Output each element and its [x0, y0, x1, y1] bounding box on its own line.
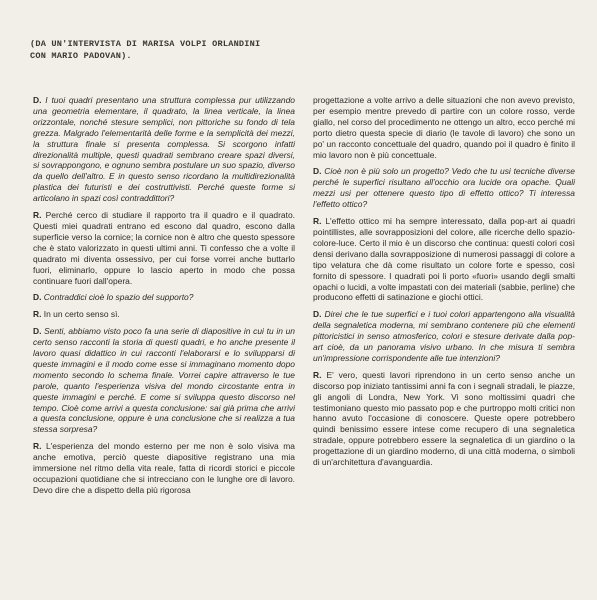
paragraph-text: Perché cerco di studiare il rapporto tra il quadro e il quadrato. Questi miei quadrati entrano ed escono dal quadro, escono dalla superficie verso la cornice; la cornice non è altro che questo spessore che è stato valorizzato in questi ultimi anni. Ti confesso che a volte il quadrato mi diventa ossessivo, per cui forse vorrei anche buttarlo fuori, eliminarlo, oppure lo lascio aperto in modo che possa continuare fuori dall'opera. — [33, 210, 295, 286]
answer-label: R. — [33, 210, 42, 221]
left-column — [33, 95, 295, 502]
question-label: D. — [313, 166, 322, 177]
answer-paragraph — [33, 210, 295, 286]
paragraph-text: Direi che le tue superfici e i tuoi colori appartengono alla visualità della segnaletica moderna, mi sembrano contenere più che elementi pittoricistici in senso atmosferico, colori e stesure derivate dalla pop-art cioè, da un panorama visivo urbano. In che misura ti sembra un'impressione corrispondente alle tue intenzioni? — [313, 309, 575, 363]
right-column — [313, 95, 575, 474]
question-label: D. — [33, 326, 42, 337]
attribution-line-1: (DA UN'INTERVISTA DI MARISA VOLPI ORLANDINI — [30, 39, 261, 49]
answer-paragraph — [33, 309, 295, 320]
answer-label: R. — [313, 369, 322, 380]
paragraph-text: Contraddici cioè lo spazio del supporto? — [43, 292, 194, 303]
paragraph-text: Cioè non è più solo un progetto? Vedo che tu usi tecniche diverse perché le superfici risultano all'occhio ora lucide ora opache. Quali mezzi usi per ottenere questo tipo di effetto ottico? Ti interessa l'effetto ottico? — [313, 166, 575, 210]
answer-label: R. — [33, 441, 42, 452]
question-paragraph — [33, 292, 295, 303]
question-label: D. — [33, 95, 42, 105]
paragraph-text: I tuoi quadri presentano una struttura complessa pur utilizzando una geometria elementare, il quadrato, la linea verticale, la linea orizzontale, nonché stesure semplici, non pittoriche su fondo di tela grezza. Malgrado l'elementarità delle forme e la semplicità dei mezzi, la struttura finale si presenta complessa. Si scorgono infatti direzionalità multiple, questi quadrati sembrano creare spazi diversi, si sovrappongono, e ognuno sembra postulare un suo spazio, diverso da quello dell'altro. E in questo senso ricordano la multidirezionalità plastica dei futuristi e dei costruttivisti. Perché queste forme si articolano in spazi così contraddittori? — [33, 95, 295, 204]
paragraph-text: progettazione a volte arrivo a delle situazioni che non avevo previsto, per esempio mentre prevedo di partire con un colore rosso, verde giallo, nel corso del procedimento ne ottengo un altro, ecco perché mi porto dietro questa specie di diario (le tavole di lavoro) che sono un po' un racconto concettuale del quadro, quando poi il quadro è finito il mio lavoro non è più concettuale. — [313, 95, 575, 160]
paragraph-text: E' vero, questi lavori riprendono in un certo senso anche un discorso pop iniziato tantissimi anni fa con i segnali stradali, le piazze, gli angoli di Londra, New York. Vi sono moltissimi quadri che testimoniano questo mio passato pop e che purtroppo molti critici non hanno avuto l'occasione di conoscere. Queste opere potrebbero quindi benissimo essere intese come recupero di una segnaletica stradale, oppure potrebbero essere la segnaletica di un giardino o la progettazione di un giardino moderno, di una città moderna, o simboli di un'architettura d'avanguardia. — [313, 369, 575, 468]
answer-paragraph — [313, 370, 575, 468]
question-paragraph — [313, 166, 575, 210]
question-label: D. — [33, 292, 42, 303]
interview-attribution — [30, 38, 260, 62]
question-paragraph — [33, 326, 295, 435]
answer-label: R. — [33, 309, 42, 320]
question-paragraph — [33, 95, 295, 204]
attribution-line-2: CON MARIO PADOVAN). — [30, 51, 132, 61]
paragraph-text: Senti, abbiamo visto poco fa una serie di diapositive in cui tu in un certo senso racconti la storia di questi quadri, e ho anche presente il lavoro quasi didattico in cui racconti l'elaborarsi e lo svilupparsi di queste immagini e il modo come esse si immaginano momento dopo momento secondo lo schema finale. Vorrei capire attraverso le tue parole, quanto l'esperienza visiva del mondo circostante entra in queste immagini e perché. E come si sviluppa questo discorso nel tempo. Cioè come arrivi a questa conclusione: sai già prima che arrivi a questa conclusione, oppure è una conclusione che si realizza a tua stessa sorpresa? — [33, 326, 295, 435]
paragraph-text: In un certo senso sì. — [43, 309, 120, 320]
paragraph-text: L'effetto ottico mi ha sempre interessato, dalla pop-art ai quadri pointillistes, alle sovrapposizioni del colore, alle ricerche dello spazio-colore-luce. Certo il mio è un discorso che continua: questi colori così densi derivano dalla sovrapposizione di numerosi passaggi di colore a tipo velatura che dà come risultato un colore forte e spesso, così fornito di spessore. I quadrati poi li porto «fuori» usando degli smalti opachi o lucidi, a volte impastati con dei materiali (sabbie, perline) che producono effetti di satinazione e giochi ottici. — [313, 216, 575, 303]
answer-paragraph — [313, 216, 575, 303]
question-paragraph — [313, 309, 575, 364]
answer-label: R. — [313, 216, 322, 227]
answer-paragraph — [33, 441, 295, 496]
question-label: D. — [313, 309, 322, 320]
answer-paragraph — [313, 95, 575, 160]
paragraph-text: L'esperienza del mondo esterno per me non è solo visiva ma anche emotiva, perciò queste diapositive registrano una mia immersione nel ritmo della vita reale, fatta di ricordi storici e piccole occupazioni quotidiane che si intrecciano con le lunghe ore di lavoro. Devo dire che a dispetto della più rigorosa — [33, 441, 295, 495]
